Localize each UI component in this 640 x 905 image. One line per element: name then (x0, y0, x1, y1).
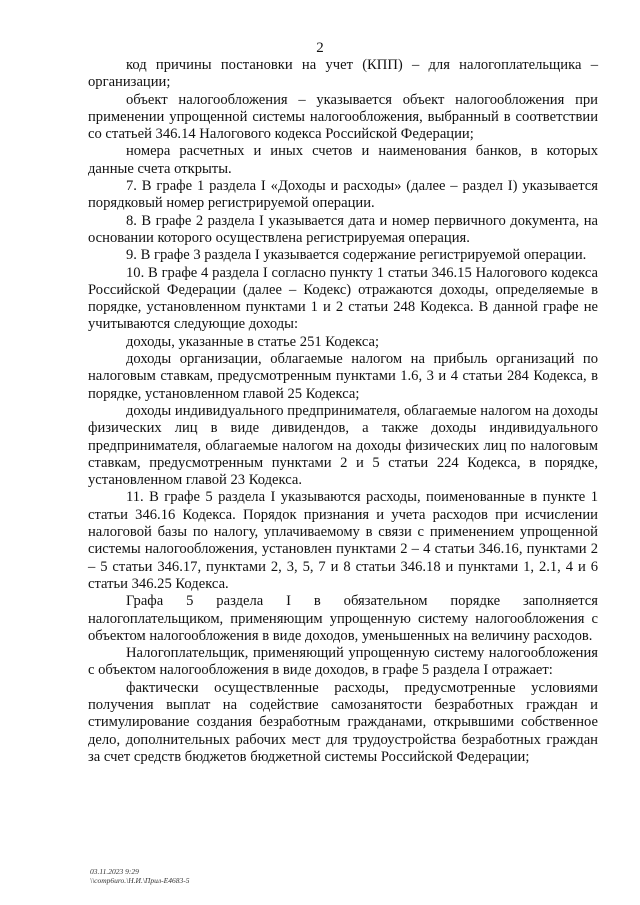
paragraph-bank-accounts: номера расчетных и иных счетов и наименования банков, в которых данные счета открыты. (88, 143, 598, 177)
paragraph-income-article-251: доходы, указанные в статье 251 Кодекса; (126, 333, 380, 350)
paragraph-actual-expenses: фактически осуществленные расходы, предусмотренные условиями получения выплат на содействие самозанятости безработных граждан и стимулирование создания безработным гражданами, открывшими собственное дело, дополнительных рабочих мест для трудоустройства безработных граждан за счет средств бюджетов бюджетной системы Российской Федерации; (88, 679, 598, 765)
footer-timestamp: 03.11.2023 9:29 (90, 867, 139, 876)
paragraph-taxpayer-reflects: Налогоплательщик, применяющий упрощенную систему налогообложения с объектом налогообложения в виде доходов, в графе 5 раздела I отражает: (88, 645, 598, 679)
paragraph-income-organization: доходы организации, облагаемые налогом на прибыль организаций по налоговым ставкам, предусмотренным пунктами 1.6, 3 и 4 статьи 284 Кодекса, в порядке, установленном главой 25 Кодекса; (88, 351, 598, 402)
paragraph-item-8: 8. В графе 2 раздела I указывается дата и номер первичного документа, на основании которого осуществлена регистрируемая операция. (88, 212, 598, 246)
paragraph-item-10: 10. В графе 4 раздела I согласно пункту 1 статьи 346.15 Налогового кодекса Российской Федерации (далее – Кодекс) отражаются доходы, определяемые в порядке, установленном пунктами 1 и 2 статьи 248 Кодекса. В данной графе не учитываются следующие доходы: (88, 264, 598, 333)
footer-file-path: \\comp6uro.\Н.И.\Прил-Е4683-5 (90, 876, 190, 885)
paragraph-taxation-object: объект налогообложения – указывается объект налогообложения при применении упрощенной системы налогообложения, выбранный в соответствии со статьей 346.14 Налогового кодекса Российской Федерации; (88, 91, 598, 143)
paragraph-kpp: код причины постановки на учет (КПП) – для налогоплательщика – организации; (88, 57, 598, 91)
paragraph-item-7: 7. В графе 1 раздела I «Доходы и расходы» (далее – раздел I) указывается порядковый номер регистрируемой операции. (88, 178, 598, 212)
paragraph-item-9: 9. В графе 3 раздела I указывается содержание регистрируемой операции. (126, 247, 587, 264)
page-number: 2 (316, 40, 324, 56)
paragraph-column-5-mandatory: Графа 5 раздела I в обязательном порядке заполняется налогоплательщиком, применяющим упрощенную систему налогообложения с объектом налогообложения в виде доходов, уменьшенных на величину расходов. (88, 593, 598, 644)
paragraph-income-entrepreneur: доходы индивидуального предпринимателя, облагаемые налогом на доходы физических лиц в виде дивидендов, а также доходы индивидуального предпринимателя, облагаемые налогом на доходы физических лиц по налоговым ставкам, предусмотренным пунктами 2 и 5 статьи 224 Кодекса, в порядке, установленном главой 23 Кодекса. (88, 402, 598, 489)
document-body (88, 57, 598, 766)
paragraph-item-11: 11. В графе 5 раздела I указываются расходы, поименованные в пункте 1 статьи 346.16 Кодекса. Порядок признания и учета расходов при исчислении налоговой базы по налогу, уплачиваемому в связи с применением упрощенной системы налогообложения, установлен пунктами 2 – 4 статьи 346.16, пунктами 2 – 5 статьи 346.17, пунктами 2, 3, 5, 7 и 8 статьи 346.18 и пунктами 1, 2.1, 4 и 6 статьи 346.25 Кодекса. (88, 489, 598, 592)
document-footer (90, 867, 189, 885)
